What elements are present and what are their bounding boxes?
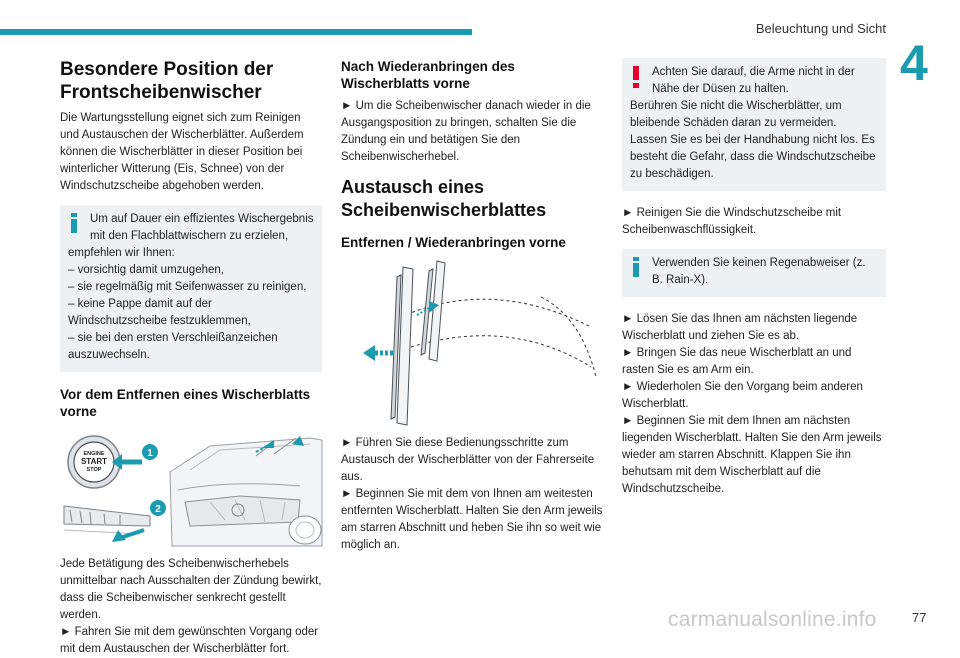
illustration-wiper-arms [341,257,603,429]
section-title: Besondere Position der Frontscheibenwischer [60,59,274,103]
info-note-first-line: Um auf Dauer ein effizientes Wischergebnis mit den Flachblattwischern zu erzielen, [90,213,314,242]
info-note-line: – sie bei den ersten Verschleißanzeichen auszuwechseln. [68,332,278,361]
illustration-wiper-drawing [341,257,603,429]
step-fold-back: ► Beginnen Sie mit dem Ihnen am nächsten liegenden Wischerblatt. Halten Sie den Arm jeweils wieder am starren Abschnitt. Klappen Sie ihn behutsam mit dem Wischerblatt auf die Windschutzscheibe. [622,415,882,495]
warning-first: Achten Sie darauf, die Arme nicht in der Nähe der Düsen zu halten. [652,66,855,95]
chapter-number: 4 [900,35,928,91]
warning-note [622,58,886,191]
column-2 [341,58,603,554]
step-clean-windscreen: ► Reinigen Sie die Windschutzscheibe mit Scheibenwaschflüssigkeit. [622,207,842,236]
page-number: 77 [912,610,927,625]
info-icon [70,213,78,233]
illustration-drawing [60,430,322,546]
warning-line: Lassen Sie es bei der Handhabung nicht los. Es besteht die Gefahr, dass die Windschutzscheibe zu beschädigen. [630,134,876,180]
column-1 [60,58,322,658]
watermark: carmanualsonline.info [668,608,877,631]
step-detach-blade: ► Lösen Sie das Ihnen am nächsten liegende Wischerblatt und ziehen Sie es ab. [622,313,858,342]
section-title-replacement: Austausch eines Scheibenwischerblattes [341,177,547,220]
running-header: Beleuchtung und Sicht [755,21,886,36]
step-fit-new-blade: ► Bringen Sie das neue Wischerblatt an und rasten Sie es am Arm ein. [622,347,852,376]
step-farthest-blade: ► Beginnen Sie mit dem von Ihnen am weitesten entfernten Wischerblatt. Halten Sie den Arm jeweils am starren Abschnitt und heben Sie ihn so weit wie möglich an. [341,488,603,551]
column-3 [622,58,886,498]
callout-2: 2 [155,504,161,515]
info-rain-text: Verwenden Sie keinen Regenabweiser (z. B. Rain-X). [652,257,866,286]
info-note-line: empfehlen wir Ihnen: [68,247,175,259]
warning-icon [632,66,640,88]
step-driver-side: ► Führen Sie diese Bedienungsschritte zum Austausch der Wischerblätter von der Fahrerseite aus. [341,437,595,483]
subheading-before-removal: Vor dem Entfernen eines Wischerblatts vorne [60,387,311,419]
info-note [60,205,322,372]
intro-paragraph: Die Wartungsstellung eignet sich zum Reinigen und Austauschen der Wischerblätter. Außerdem können die Wischerblätter in dieser Position bei winterlicher Witterung (Eis, Schnee) von der Windschutzscheibe abgehoben werden. [60,112,304,192]
step-continue: ► Fahren Sie mit dem gewünschten Vorgang oder mit dem Austauschen der Wischerblätter fort. [60,626,319,655]
illustration-ignition-and-stalk [60,430,322,546]
info-note-line: – sie regelmäßig mit Seifenwasser zu reinigen, [68,281,307,293]
header-accent-bar [0,29,472,35]
button-label-engine: ENGINE [83,451,105,457]
step-return-position: ► Um die Scheibenwischer danach wieder in die Ausgangsposition zu bringen, schalten Sie die Zündung ein und betätigen Sie den Scheibenwischerhebel. [341,100,591,163]
subheading-remove-refit-front: Entfernen / Wiederanbringen vorne [341,235,566,250]
info-note-line: – vorsichtig damit umzugehen, [68,264,224,276]
callout-1: 1 [147,448,153,459]
info-note-line: – keine Pappe damit auf der Windschutzscheibe festzuklemmen, [68,298,251,327]
info-note-rain [622,249,886,297]
warning-line: Berühren Sie nicht die Wischerblätter, um bleibende Schäden daran zu vermeiden. [630,100,842,129]
button-label-start: START [80,457,108,466]
step-repeat: ► Wiederholen Sie den Vorgang beim anderen Wischerblatt. [622,381,863,410]
subheading-after-refit: Nach Wiederanbringen des Wischerblatts vorne [341,59,515,91]
button-label-stop: STOP [86,467,102,473]
after-figure-paragraph: Jede Betätigung des Scheibenwischerhebels unmittelbar nach Ausschalten der Zündung bewirkt, dass die Scheibenwischer senkrecht gestellt werden. [60,558,322,621]
info-icon [632,257,640,277]
